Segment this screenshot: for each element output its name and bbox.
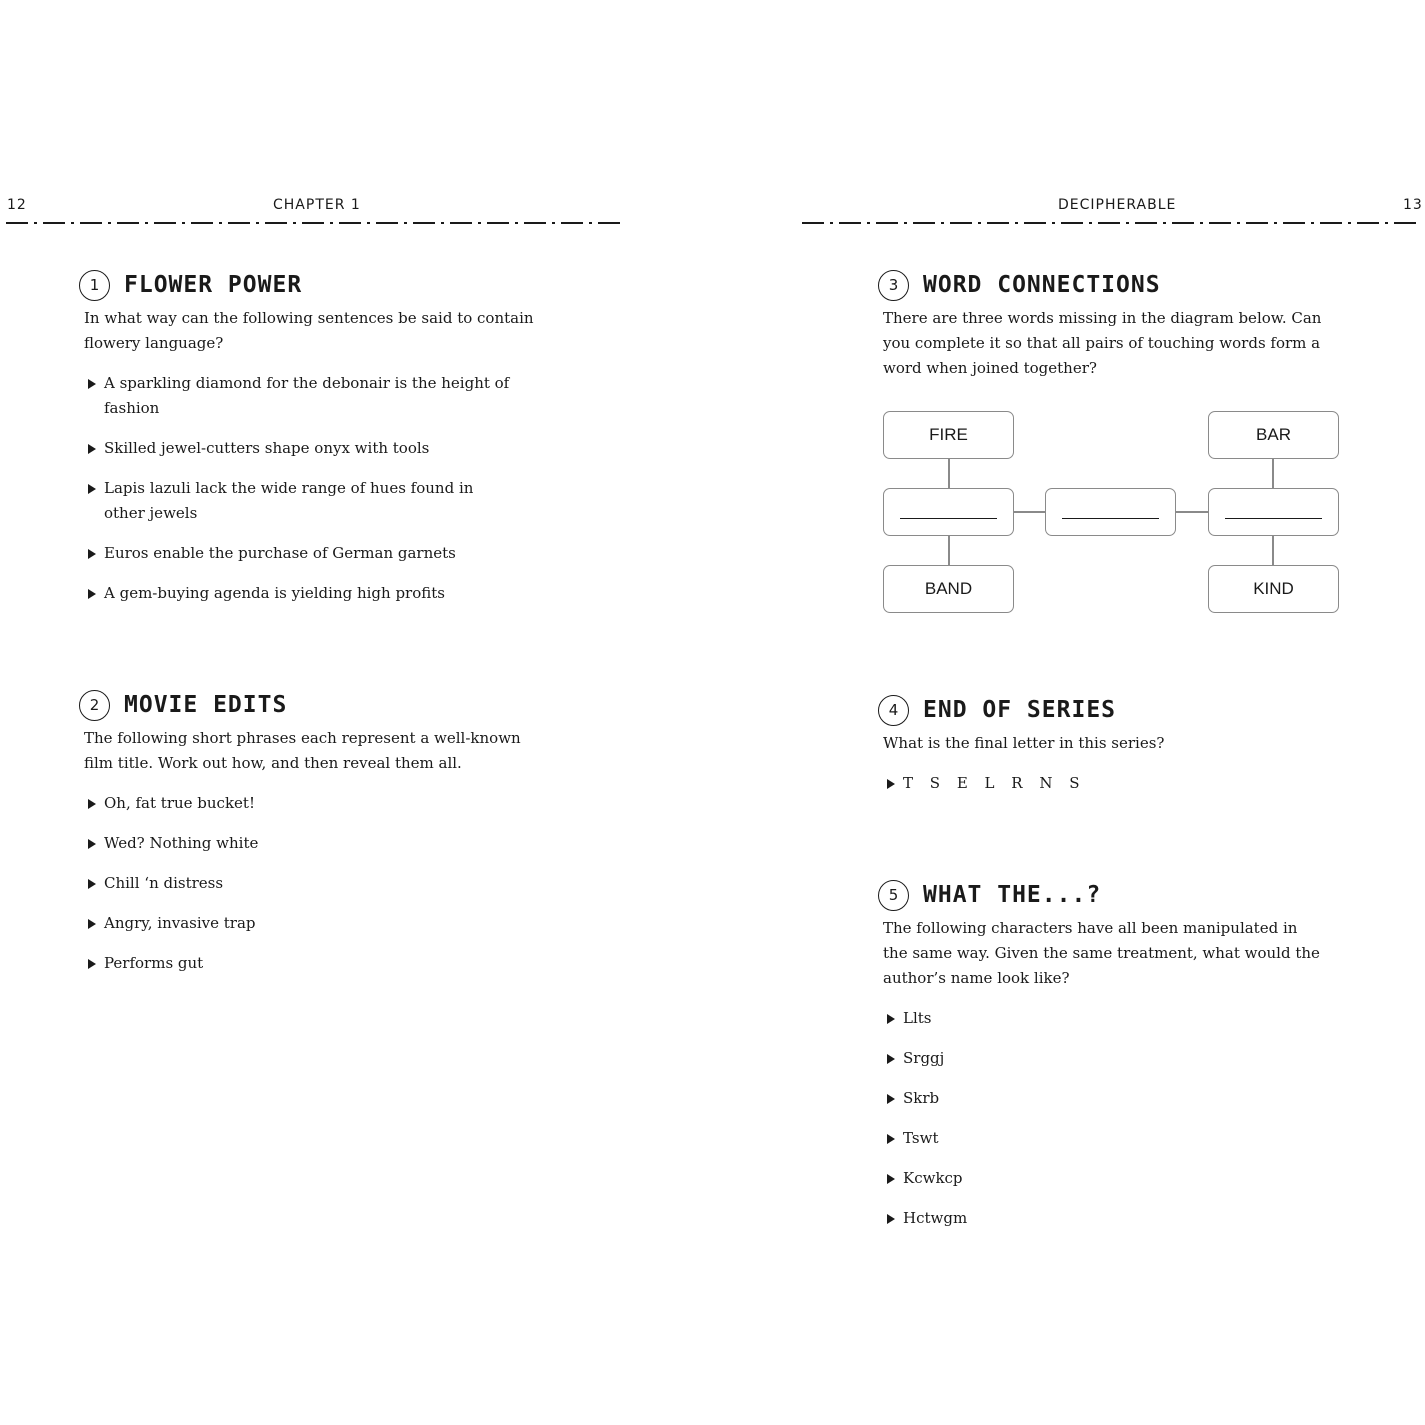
- blank-word-box-center[interactable]: [1045, 488, 1176, 536]
- puzzle-title: MOVIE EDITS: [124, 692, 288, 718]
- list-item: A gem-buying agenda is yielding high profits: [84, 581, 544, 606]
- puzzle-flower-power: [84, 268, 544, 621]
- triangle-bullet-icon: [887, 779, 895, 789]
- triangle-bullet-icon: [887, 1094, 895, 1104]
- puzzle-number-badge: 5: [878, 880, 909, 911]
- puzzle-intro: The following short phrases each represent a well-known film title. Work out how, and then reveal them all.: [84, 729, 521, 772]
- triangle-bullet-icon: [88, 959, 96, 969]
- puzzle-word-connections: [883, 268, 1323, 381]
- clue-list: [84, 371, 544, 606]
- connector-line: [948, 459, 950, 489]
- puzzle-intro: What is the final letter in this series?: [883, 734, 1165, 752]
- list-item: Tswt: [883, 1126, 1323, 1151]
- connector-line: [948, 535, 950, 565]
- list-item: Srggj: [883, 1046, 1323, 1071]
- list-item: Oh, fat true bucket!: [84, 791, 534, 816]
- right-page-number: 13: [1403, 197, 1423, 213]
- puzzle-intro: The following characters have all been manipulated in the same way. Given the same treatment, what would the author’s name look like?: [883, 919, 1320, 987]
- clue-list: [883, 1006, 1323, 1231]
- puzzle-intro: In what way can the following sentences be said to contain flowery language?: [84, 309, 534, 352]
- list-item: Performs gut: [84, 951, 534, 976]
- puzzle-movie-edits: [84, 688, 534, 991]
- triangle-bullet-icon: [887, 1134, 895, 1144]
- word-connection-diagram: [883, 411, 1339, 613]
- connector-line: [1272, 459, 1274, 489]
- list-item: Hctwgm: [883, 1206, 1323, 1231]
- left-header-rule: [6, 222, 622, 224]
- connector-line: [1272, 535, 1274, 565]
- puzzle-title: WORD CONNECTIONS: [923, 272, 1161, 298]
- right-header-rule: [802, 222, 1418, 224]
- answer-blank-line: [1225, 518, 1322, 519]
- word-box-top-right: BAR: [1208, 411, 1339, 459]
- puzzle-number-badge: 1: [79, 270, 110, 301]
- puzzle-number-badge: 4: [878, 695, 909, 726]
- word-box-bottom-left: BAND: [883, 565, 1014, 613]
- list-item: Llts: [883, 1006, 1323, 1031]
- puzzle-intro: There are three words missing in the diagram below. Can you complete it so that all pairs of touching words form a word when joined together?: [883, 309, 1322, 377]
- list-item: Skrb: [883, 1086, 1323, 1111]
- triangle-bullet-icon: [88, 484, 96, 494]
- word-box-top-left: FIRE: [883, 411, 1014, 459]
- series-list: [883, 771, 1323, 796]
- triangle-bullet-icon: [88, 919, 96, 929]
- clue-list: [84, 791, 534, 976]
- triangle-bullet-icon: [887, 1214, 895, 1224]
- puzzle-end-of-series: [883, 693, 1323, 811]
- triangle-bullet-icon: [88, 799, 96, 809]
- left-page-number: 12: [7, 197, 27, 213]
- list-item: Skilled jewel-cutters shape onyx with tools: [84, 436, 544, 461]
- triangle-bullet-icon: [887, 1014, 895, 1024]
- word-box-bottom-right: KIND: [1208, 565, 1339, 613]
- triangle-bullet-icon: [88, 589, 96, 599]
- puzzle-title: FLOWER POWER: [124, 272, 303, 298]
- triangle-bullet-icon: [88, 379, 96, 389]
- triangle-bullet-icon: [88, 549, 96, 559]
- list-item: T S E L R N S: [883, 771, 1323, 796]
- blank-word-box-left[interactable]: [883, 488, 1014, 536]
- blank-word-box-right[interactable]: [1208, 488, 1339, 536]
- list-item: Euros enable the purchase of German garnets: [84, 541, 544, 566]
- connector-line: [1176, 511, 1208, 513]
- puzzle-title: END OF SERIES: [923, 697, 1117, 723]
- left-running-head: CHAPTER 1: [273, 197, 361, 213]
- list-item: A sparkling diamond for the debonair is the height of fashion: [84, 371, 514, 421]
- triangle-bullet-icon: [88, 879, 96, 889]
- puzzle-title: WHAT THE...?: [923, 882, 1102, 908]
- list-item: Lapis lazuli lack the wide range of hues found in other jewels: [84, 476, 484, 526]
- list-item: Angry, invasive trap: [84, 911, 534, 936]
- answer-blank-line: [1062, 518, 1159, 519]
- puzzle-number-badge: 3: [878, 270, 909, 301]
- right-running-head: DECIPHERABLE: [1058, 197, 1177, 213]
- triangle-bullet-icon: [88, 839, 96, 849]
- list-item: Chill ‘n distress: [84, 871, 534, 896]
- list-item: Wed? Nothing white: [84, 831, 534, 856]
- connector-line: [1014, 511, 1046, 513]
- triangle-bullet-icon: [887, 1174, 895, 1184]
- puzzle-what-the: [883, 878, 1323, 1246]
- triangle-bullet-icon: [88, 444, 96, 454]
- puzzle-number-badge: 2: [79, 690, 110, 721]
- answer-blank-line: [900, 518, 997, 519]
- triangle-bullet-icon: [887, 1054, 895, 1064]
- list-item: Kcwkcp: [883, 1166, 1323, 1191]
